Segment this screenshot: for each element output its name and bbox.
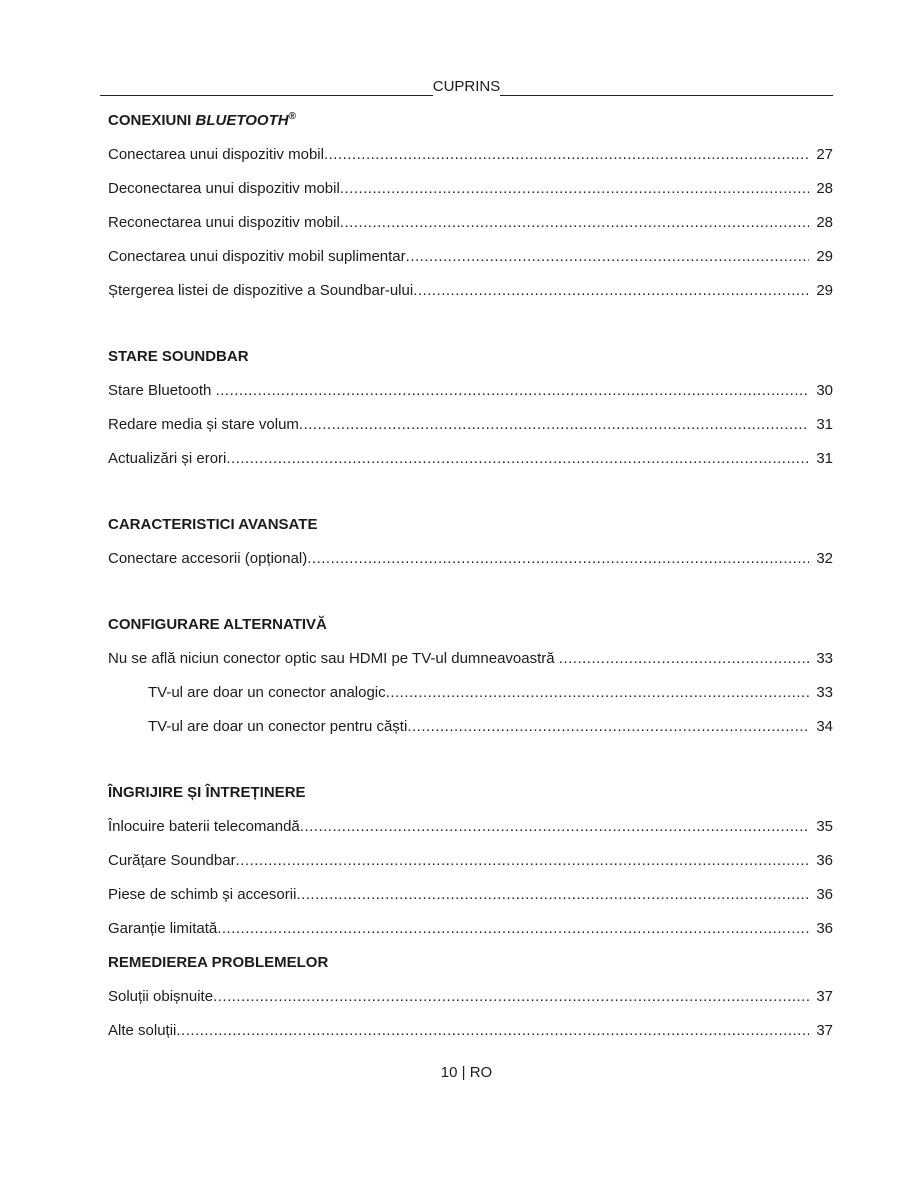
dot-leader xyxy=(216,374,809,408)
toc-entry xyxy=(108,172,833,206)
registered-trademark-symbol: ® xyxy=(288,111,296,122)
toc-entry-page-number: 36 xyxy=(816,852,833,869)
toc-entry-label: TV-ul are doar un conector pentru căști xyxy=(148,718,408,735)
toc-entry xyxy=(108,810,833,844)
toc-entry xyxy=(108,878,833,912)
toc-entry-label: Redare media și stare volum xyxy=(108,416,299,433)
toc-entry xyxy=(108,676,833,710)
dot-leader xyxy=(559,642,809,676)
dot-leader xyxy=(407,710,809,744)
toc-entry-label: Înlocuire baterii telecomandă xyxy=(108,818,300,835)
section-heading xyxy=(108,508,833,542)
toc-entry-page-number: 37 xyxy=(816,1022,833,1039)
page-header xyxy=(100,70,833,104)
dot-leader xyxy=(386,676,809,710)
toc-entry-label: TV-ul are doar un conector analogic xyxy=(148,684,386,701)
toc-entry xyxy=(108,274,833,308)
section-heading xyxy=(108,608,833,642)
dot-leader xyxy=(299,408,809,442)
toc-entry-label: Deconectarea unui dispozitiv mobil xyxy=(108,180,340,197)
dot-leader xyxy=(324,138,809,172)
section-heading-text: CONFIGURARE ALTERNATIVĂ xyxy=(108,616,327,633)
section-heading-text: CARACTERISTICI AVANSATE xyxy=(108,516,318,533)
dot-leader xyxy=(340,172,809,206)
section-heading xyxy=(108,946,833,980)
toc-section xyxy=(108,776,833,946)
toc-entry-label: Curățare Soundbar xyxy=(108,852,236,869)
toc-entry xyxy=(108,980,833,1014)
toc-entry-label: Alte soluții xyxy=(108,1022,177,1039)
dot-leader xyxy=(176,1014,809,1048)
dot-leader xyxy=(226,442,809,476)
toc-entry-page-number: 32 xyxy=(816,550,833,567)
dot-leader xyxy=(300,810,809,844)
toc-entry xyxy=(108,374,833,408)
toc-section xyxy=(108,608,833,744)
toc-entry-label: Stare Bluetooth xyxy=(108,382,216,399)
toc-entry-label: Conectare accesorii (opțional) xyxy=(108,550,308,567)
section-heading-text: ÎNGRIJIRE ȘI ÎNTREȚINERE xyxy=(108,784,306,801)
toc xyxy=(100,104,833,1048)
toc-entry-page-number: 29 xyxy=(816,248,833,265)
toc-entry-page-number: 35 xyxy=(816,818,833,835)
dot-leader xyxy=(413,274,809,308)
toc-entry xyxy=(108,542,833,576)
toc-entry xyxy=(108,442,833,476)
dot-leader xyxy=(236,844,809,878)
toc-entry-page-number: 36 xyxy=(816,886,833,903)
toc-entry xyxy=(108,1014,833,1048)
toc-entry-page-number: 28 xyxy=(816,214,833,231)
toc-entry-page-number: 37 xyxy=(816,988,833,1005)
section-heading xyxy=(108,104,833,138)
toc-entry-label: Ștergerea listei de dispozitive a Soundbar-ului xyxy=(108,282,414,299)
toc-entry-label: Soluții obișnuite xyxy=(108,988,214,1005)
section-heading xyxy=(108,776,833,810)
page-title: CUPRINS xyxy=(432,78,501,95)
toc-entry xyxy=(108,408,833,442)
dot-leader xyxy=(296,878,809,912)
toc-entry xyxy=(108,642,833,676)
toc-entry-page-number: 27 xyxy=(816,146,833,163)
toc-entry-page-number: 36 xyxy=(816,920,833,937)
dot-leader xyxy=(213,980,809,1014)
toc-entry-page-number: 31 xyxy=(816,450,833,467)
section-heading-text: CONEXIUNI xyxy=(108,112,196,129)
dot-leader xyxy=(406,240,809,274)
section-heading-text: BLUETOOTH xyxy=(195,112,289,129)
toc-section xyxy=(108,340,833,476)
toc-section xyxy=(108,508,833,576)
toc-entry xyxy=(108,912,833,946)
toc-section xyxy=(108,946,833,1048)
toc-entry-label: Garanție limitată xyxy=(108,920,218,937)
page-footer-text: 10 | RO xyxy=(440,1064,493,1081)
dot-leader xyxy=(340,206,809,240)
toc-entry-page-number: 34 xyxy=(816,718,833,735)
section-heading-text: REMEDIEREA PROBLEMELOR xyxy=(108,954,329,971)
toc-entry-label: Nu se află niciun conector optic sau HDMI pe TV-ul dumneavoastră xyxy=(108,650,559,667)
dot-leader xyxy=(307,542,809,576)
dot-leader xyxy=(217,912,809,946)
toc-entry-page-number: 33 xyxy=(816,650,833,667)
toc-entry xyxy=(108,138,833,172)
toc-entry-label: Piese de schimb și accesorii xyxy=(108,886,297,903)
toc-entry-page-number: 33 xyxy=(816,684,833,701)
section-heading-text: STARE SOUNDBAR xyxy=(108,348,249,365)
toc-entry xyxy=(108,710,833,744)
toc-entry-label: Conectarea unui dispozitiv mobil suplimentar xyxy=(108,248,406,265)
toc-entry-page-number: 31 xyxy=(816,416,833,433)
toc-section xyxy=(108,104,833,308)
toc-entry-page-number: 29 xyxy=(816,282,833,299)
toc-entry-label: Reconectarea unui dispozitiv mobil xyxy=(108,214,340,231)
toc-entry xyxy=(108,206,833,240)
section-heading xyxy=(108,340,833,374)
toc-entry xyxy=(108,844,833,878)
toc-entry-page-number: 30 xyxy=(816,382,833,399)
toc-entry-label: Conectarea unui dispozitiv mobil xyxy=(108,146,324,163)
toc-entry-page-number: 28 xyxy=(816,180,833,197)
toc-entry xyxy=(108,240,833,274)
header-rule-right xyxy=(500,70,833,96)
header-rule-left xyxy=(100,70,433,96)
toc-entry-label: Actualizări și erori xyxy=(108,450,227,467)
